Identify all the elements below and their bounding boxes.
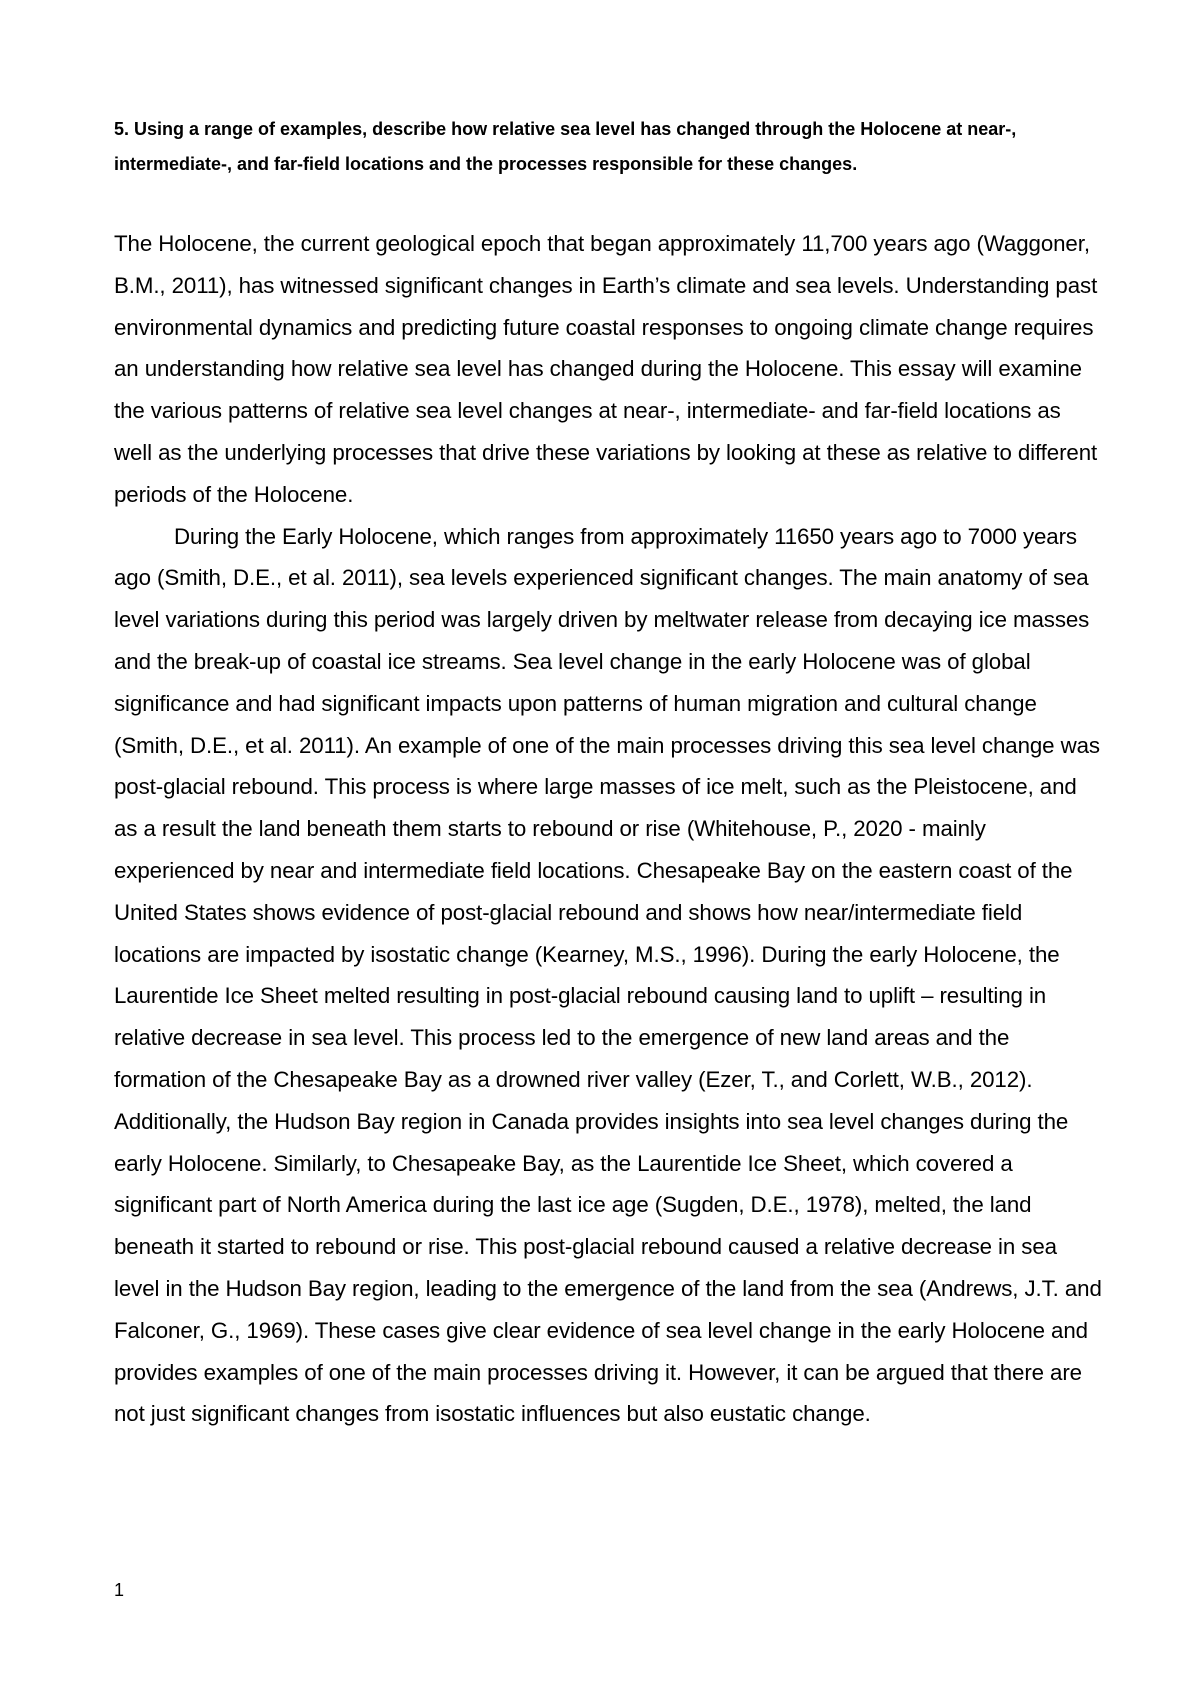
intro-paragraph: The Holocene, the current geological epoch that began approximately 11,700 years ago (Waggoner, B.M., 2011), has witnessed significant changes in Earth’s climate and sea levels. Understanding past environmental dynamics and predicting future coastal responses to ongoing climate change requires an understanding how relative sea level has changed during the Holocene. This essay will examine the various patterns of relative sea level changes at near-, intermediate- and far-field locations as well as the underlying processes that drive these variations by looking at these as relative to different periods of the Holocene. bbox=[114, 231, 1098, 507]
page-number: 1 bbox=[114, 1580, 125, 1600]
essay-body bbox=[114, 223, 1104, 1435]
essay-question: 5. Using a range of examples, describe how relative sea level has changed through the Holocene at near-, intermediate-, and far-field locations and the processes responsible for these changes. bbox=[114, 119, 1017, 174]
early-holocene-paragraph: During the Early Holocene, which ranges from approximately 11650 years ago to 7000 years ago (Smith, D.E., et al. 2011), sea levels experienced significant changes. The main anatomy of sea level variations during this period was largely driven by meltwater release from decaying ice masses and the break-up of coastal ice streams. Sea level change in the early Holocene was of global significance and had significant impacts upon patterns of human migration and cultural change (Smith, D.E., et al. 2011). An example of one of the main processes driving this sea level change was post-glacial rebound. This process is where large masses of ice melt, such as the Pleistocene, and as a result the land beneath them starts to rebound or rise (Whitehouse, P., 2020 - mainly experienced by near and intermediate field locations. Chesapeake Bay on the eastern coast of the United States shows evidence of post-glacial rebound and shows how near/intermediate field locations are impacted by isostatic change (Kearney, M.S., 1996). During the early Holocene, the Laurentide Ice Sheet melted resulting in post-glacial rebound causing land to uplift – resulting in relative decrease in sea level. This process led to the emergence of new land areas and the formation of the Chesapeake Bay as a drowned river valley (Ezer, T., and Corlett, W.B., 2012). Additionally, the Hudson Bay region in Canada provides insights into sea level changes during the early Holocene. Similarly, to Chesapeake Bay, as the Laurentide Ice Sheet, which covered a significant part of North America during the last ice age (Sugden, D.E., 1978), melted, the land beneath it started to rebound or rise. This post-glacial rebound caused a relative decrease in sea level in the Hudson Bay region, leading to the emergence of the land from the sea (Andrews, J.T. and Falconer, G., 1969). These cases give clear evidence of sea level change in the early Holocene and provides examples of one of the main processes driving it. However, it can be argued that there are not just significant changes from isostatic influences but also eustatic change. bbox=[114, 523, 1102, 1427]
